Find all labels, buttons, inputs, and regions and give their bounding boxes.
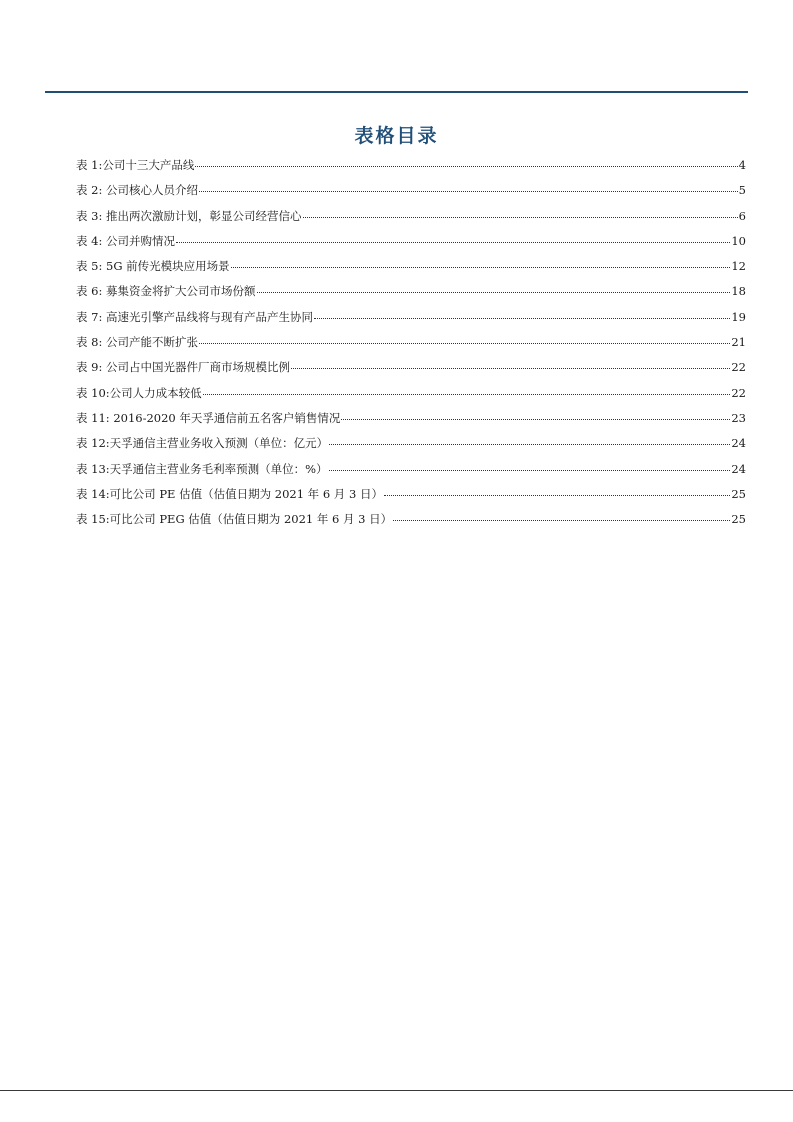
dot-leader <box>195 165 737 167</box>
dot-leader <box>393 519 730 521</box>
toc-entry[interactable] <box>76 509 746 534</box>
toc-entry-page: 25 <box>731 486 746 501</box>
toc-entry-page: 24 <box>731 461 746 476</box>
toc-entry-page: 24 <box>731 436 746 451</box>
toc-entry[interactable] <box>76 332 746 357</box>
toc-entry-page: 23 <box>731 410 746 425</box>
toc-entry[interactable] <box>76 155 746 180</box>
dot-leader <box>341 418 730 420</box>
toc-entry[interactable] <box>76 180 746 205</box>
toc-entry-label: 表 9: 公司占中国光器件厂商市场规模比例 <box>76 360 291 375</box>
dot-leader <box>176 241 730 243</box>
toc-entry-label: 表 11: 2016-2020 年天孚通信前五名客户销售情况 <box>76 410 341 425</box>
toc-entry-label: 表 8: 公司产能不断扩张 <box>76 335 199 350</box>
toc-entry[interactable] <box>76 281 746 306</box>
dot-leader <box>314 317 730 319</box>
toc-entry[interactable] <box>76 408 746 433</box>
toc-entry-page: 21 <box>731 335 746 350</box>
page-title: 表格目录 <box>354 125 439 147</box>
toc-entry-page: 6 <box>738 208 746 223</box>
toc-entry-label: 表 3: 推出两次激励计划，彰显公司经营信心 <box>76 208 302 223</box>
toc-entry-page: 25 <box>731 512 746 527</box>
toc-entry[interactable] <box>76 459 746 484</box>
footer-rule <box>0 1090 793 1091</box>
toc-entry[interactable] <box>76 383 746 408</box>
dot-leader <box>231 266 731 268</box>
header-rule <box>45 91 748 93</box>
dot-leader <box>329 443 730 445</box>
toc-entry[interactable] <box>76 357 746 382</box>
dot-leader <box>291 367 730 369</box>
dot-leader <box>203 393 731 395</box>
dot-leader <box>257 291 731 293</box>
toc-entry-label: 表 12:天孚通信主营业务收入预测（单位：亿元） <box>76 436 329 451</box>
toc-entry-page: 22 <box>731 385 746 400</box>
toc-entry-label: 表 10:公司人力成本较低 <box>76 385 202 400</box>
toc-entry-page: 22 <box>731 360 746 375</box>
toc-entry-page: 12 <box>731 259 746 274</box>
toc-entry[interactable] <box>76 256 746 281</box>
toc-entry-label: 表 1:公司十三大产品线 <box>76 158 195 172</box>
toc-entry-label: 表 2: 公司核心人员介绍 <box>76 183 199 198</box>
dot-leader <box>329 469 731 471</box>
toc-entry-label: 表 5: 5G 前传光模块应用场景 <box>76 259 230 274</box>
toc-entry[interactable] <box>76 433 746 458</box>
toc-entry-page: 5 <box>738 183 746 198</box>
toc-entry[interactable] <box>76 484 746 509</box>
toc-entry-label: 表 13:天孚通信主营业务毛利率预测（单位：%） <box>76 461 328 476</box>
dot-leader <box>303 216 738 218</box>
dot-leader <box>199 190 738 192</box>
toc-entry[interactable] <box>76 231 746 256</box>
dot-leader <box>199 342 730 344</box>
toc-entry-label: 表 15:可比公司 PEG 估值（估值日期为 2021 年 6 月 3 日） <box>76 512 393 527</box>
toc-entry-label: 表 4: 公司并购情况 <box>76 233 176 248</box>
dot-leader <box>384 494 730 496</box>
table-of-tables <box>76 155 746 534</box>
toc-entry-page: 18 <box>731 284 746 299</box>
toc-entry[interactable] <box>76 206 746 231</box>
toc-entry-page: 10 <box>731 233 746 248</box>
toc-entry-label: 表 7: 高速光引擎产品线将与现有产品产生协同 <box>76 309 313 324</box>
toc-entry-page: 4 <box>738 158 746 172</box>
toc-entry[interactable] <box>76 307 746 332</box>
toc-entry-label: 表 6: 募集资金将扩大公司市场份额 <box>76 284 256 299</box>
toc-entry-label: 表 14:可比公司 PE 估值（估值日期为 2021 年 6 月 3 日） <box>76 486 383 501</box>
toc-entry-page: 19 <box>731 309 746 324</box>
